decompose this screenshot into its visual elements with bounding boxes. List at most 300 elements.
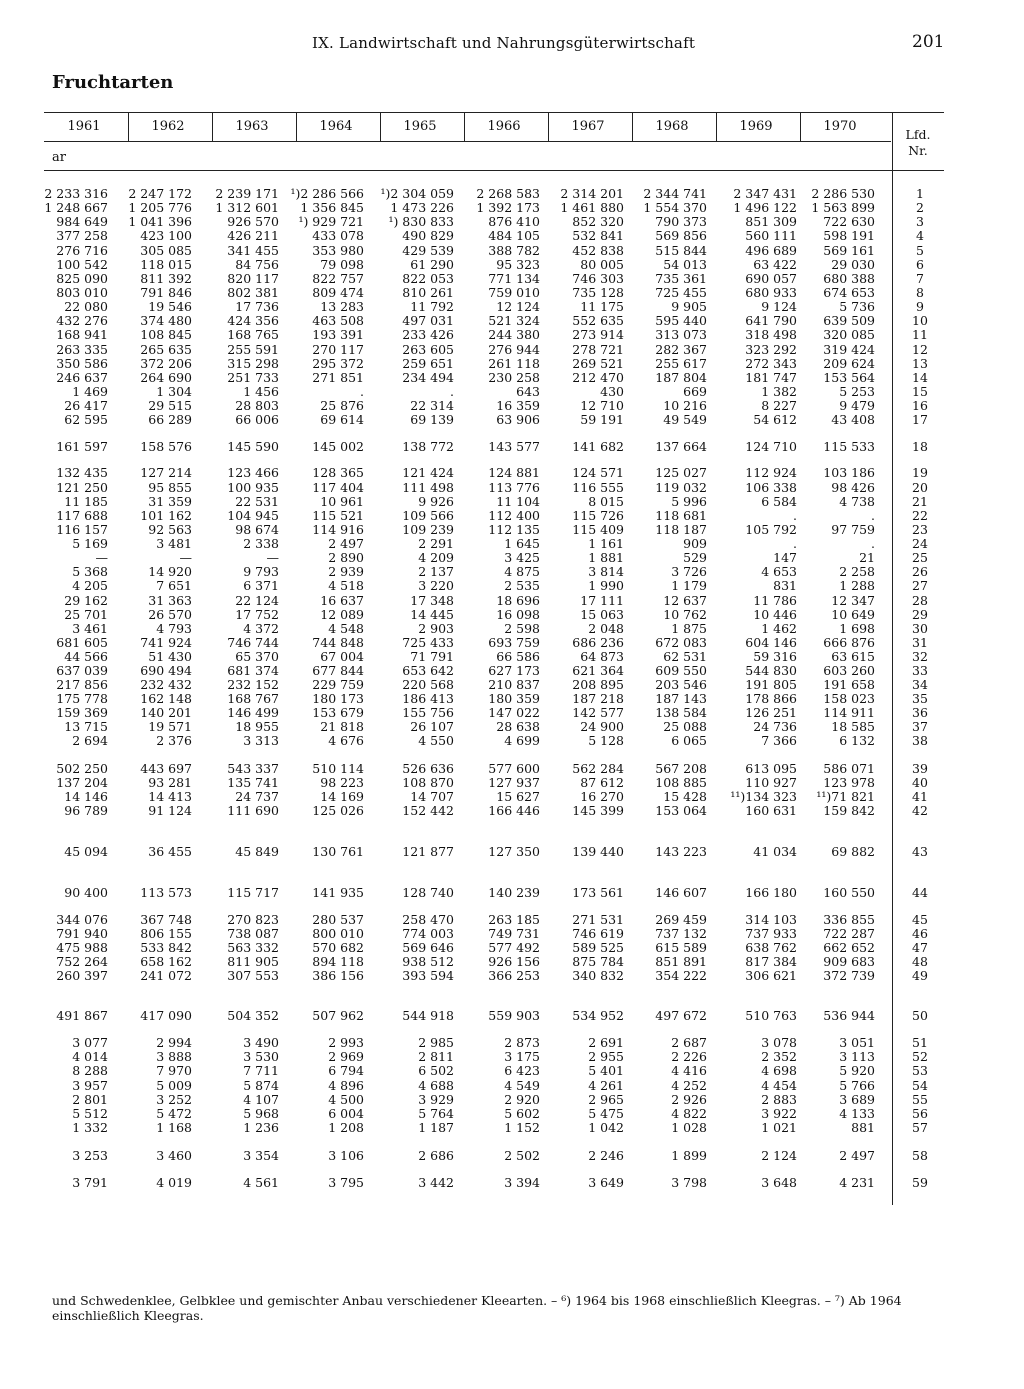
table-cell: 114 911 — [823, 705, 875, 720]
table-cell: 11 185 — [64, 494, 108, 509]
table-cell: 14 146 — [64, 789, 108, 804]
table-row — [0, 371, 1024, 385]
row-number: 16 — [912, 398, 928, 413]
table-cell: 737 933 — [745, 926, 797, 941]
table-cell: 95 323 — [496, 257, 540, 272]
table-cell: 19 546 — [148, 299, 192, 314]
table-cell: 255 591 — [227, 342, 279, 357]
table-cell: 4 261 — [588, 1078, 624, 1093]
row-number: 35 — [912, 691, 928, 706]
table-cell: 3 313 — [243, 733, 279, 748]
table-cell: 244 380 — [488, 327, 540, 342]
table-cell: 168 767 — [227, 691, 279, 706]
table-cell: 510 763 — [745, 1008, 797, 1023]
table-cell: 161 597 — [56, 439, 108, 454]
table-cell: 90 400 — [64, 885, 108, 900]
table-cell: 1 469 — [72, 384, 108, 399]
table-cell: 17 348 — [410, 593, 454, 608]
table-cell: 178 866 — [745, 691, 797, 706]
table-cell: 2 939 — [328, 564, 364, 579]
year-header-cell: 1967 — [571, 119, 605, 134]
table-cell: 124 571 — [572, 465, 624, 480]
table-cell: 180 359 — [488, 691, 540, 706]
table-cell: 3 460 — [156, 1148, 192, 1163]
row-number: 59 — [912, 1175, 928, 1190]
row-number: 48 — [912, 954, 928, 969]
table-cell: 3 791 — [72, 1175, 108, 1190]
row-number: 3 — [916, 214, 924, 229]
table-cell: 109 566 — [402, 508, 454, 523]
table-cell: 790 373 — [655, 214, 707, 229]
table-cell: 5 736 — [839, 299, 875, 314]
table-cell: 674 653 — [823, 285, 875, 300]
row-number: 18 — [912, 439, 928, 454]
table-cell: 1 205 776 — [128, 200, 192, 215]
table-cell: 84 756 — [235, 257, 279, 272]
table-cell: 822 757 — [312, 271, 364, 286]
table-cell: 497 031 — [402, 313, 454, 328]
table-row — [0, 1176, 1024, 1190]
table-cell: 44 566 — [64, 649, 108, 664]
table-cell: 25 876 — [320, 398, 364, 413]
table-cell: 811 905 — [227, 954, 279, 969]
table-cell: 738 087 — [227, 926, 279, 941]
table-cell: 909 — [683, 536, 707, 551]
table-cell: 386 156 — [312, 968, 364, 983]
table-cell: 791 846 — [140, 285, 192, 300]
table-cell: 118 015 — [140, 257, 192, 272]
table-cell: 6 584 — [761, 494, 797, 509]
table-cell: 2 969 — [328, 1049, 364, 1064]
table-cell: 270 117 — [312, 342, 364, 357]
table-cell: 417 090 — [140, 1008, 192, 1023]
table-cell: 497 672 — [655, 1008, 707, 1023]
footnote: und Schwedenklee, Gelbklee und gemischter Anbau verschiedener Kleearten. – ⁶) 1964 bis 1968 einschließlich Kleegras. – ⁷) Ab 1964 einschließlich Kleegras. — [52, 1293, 902, 1323]
table-row — [0, 509, 1024, 523]
table-cell: 374 480 — [140, 313, 192, 328]
table-cell: 5 009 — [156, 1078, 192, 1093]
table-cell: 1 456 — [243, 384, 279, 399]
table-row — [0, 1121, 1024, 1135]
table-cell: 166 446 — [488, 803, 540, 818]
row-number: 53 — [912, 1063, 928, 1078]
table-cell: 295 372 — [312, 356, 364, 371]
table-cell: 1 304 — [156, 384, 192, 399]
table-cell: 106 338 — [745, 480, 797, 495]
table-cell: 282 367 — [655, 342, 707, 357]
table-cell: 112 135 — [488, 522, 540, 537]
table-row — [0, 565, 1024, 579]
table-cell: 168 941 — [56, 327, 108, 342]
table-cell: 45 849 — [235, 844, 279, 859]
year-header-cell: 1968 — [655, 119, 689, 134]
table-cell: 25 088 — [663, 719, 707, 734]
table-cell: 263 335 — [56, 342, 108, 357]
table-cell: 2 048 — [588, 621, 624, 636]
table-cell: 259 651 — [402, 356, 454, 371]
table-cell: 69 139 — [410, 412, 454, 427]
year-header-cell: 1969 — [739, 119, 773, 134]
table-cell: 1 392 173 — [476, 200, 540, 215]
table-cell: 66 586 — [496, 649, 540, 664]
table-cell: . — [450, 384, 454, 399]
table-cell: 4 133 — [839, 1106, 875, 1121]
table-cell: 31 359 — [148, 494, 192, 509]
table-cell: 569 856 — [655, 228, 707, 243]
table-cell: 569 161 — [823, 243, 875, 258]
table-cell: 3 252 — [156, 1092, 192, 1107]
table-cell: 3 957 — [72, 1078, 108, 1093]
table-cell: 187 143 — [655, 691, 707, 706]
table-cell: 3 649 — [588, 1175, 624, 1190]
table-cell: 627 173 — [488, 663, 540, 678]
table-cell: 1 382 — [761, 384, 797, 399]
table-cell: ¹) 929 721 — [298, 214, 364, 229]
table-cell: 180 173 — [312, 691, 364, 706]
year-divider — [632, 113, 633, 141]
table-cell: 534 952 — [572, 1008, 624, 1023]
table-cell: ¹¹)71 821 — [816, 789, 875, 804]
row-number: 4 — [916, 228, 924, 243]
table-row — [0, 229, 1024, 243]
table-cell: 111 690 — [227, 803, 279, 818]
table-cell: 3 425 — [504, 550, 540, 565]
table-cell: 16 098 — [496, 607, 540, 622]
table-cell: 69 882 — [831, 844, 875, 859]
table-cell: 3 795 — [328, 1175, 364, 1190]
table-cell: 62 531 — [663, 649, 707, 664]
table-cell: 4 688 — [418, 1078, 454, 1093]
table-cell: 4 205 — [72, 578, 108, 593]
table-cell: 423 100 — [140, 228, 192, 243]
table-cell: 3 175 — [504, 1049, 540, 1064]
table-cell: 155 756 — [402, 705, 454, 720]
table-cell: 825 090 — [56, 271, 108, 286]
table-cell: 5 368 — [72, 564, 108, 579]
row-number: 44 — [912, 885, 928, 900]
year-header-cell: 1965 — [403, 119, 437, 134]
table-cell: 22 314 — [410, 398, 454, 413]
table-row — [0, 201, 1024, 215]
table-cell: 4 500 — [328, 1092, 364, 1107]
table-cell: 2 376 — [156, 733, 192, 748]
table-cell: 354 222 — [655, 968, 707, 983]
table-cell: 741 924 — [140, 635, 192, 650]
table-cell: 115 717 — [227, 885, 279, 900]
table-row — [0, 969, 1024, 983]
table-cell: 7 711 — [243, 1063, 279, 1078]
table-cell: 115 409 — [572, 522, 624, 537]
table-cell: 143 577 — [488, 439, 540, 454]
lfd-header — [898, 127, 938, 159]
table-cell: 19 571 — [148, 719, 192, 734]
row-number: 9 — [916, 299, 924, 314]
row-number: 21 — [912, 494, 928, 509]
table-cell: 749 731 — [488, 926, 540, 941]
table-cell: 1 042 — [588, 1120, 624, 1135]
table-cell: 9 793 — [243, 564, 279, 579]
table-cell: 680 933 — [745, 285, 797, 300]
table-cell: 771 134 — [488, 271, 540, 286]
table-cell: 100 935 — [227, 480, 279, 495]
row-number: 39 — [912, 761, 928, 776]
table-row — [0, 258, 1024, 272]
table-cell: 510 114 — [312, 761, 364, 776]
row-number: 40 — [912, 775, 928, 790]
table-cell: 496 689 — [745, 243, 797, 258]
table-cell: 315 298 — [227, 356, 279, 371]
table-cell: 367 748 — [140, 912, 192, 927]
table-cell: 118 681 — [655, 508, 707, 523]
table-cell: 507 962 — [312, 1008, 364, 1023]
table-cell: 110 927 — [745, 775, 797, 790]
table-cell: 22 080 — [64, 299, 108, 314]
table-cell: 22 531 — [235, 494, 279, 509]
table-cell: . — [871, 536, 875, 551]
table-cell: 3 530 — [243, 1049, 279, 1064]
table-cell: 4 822 — [671, 1106, 707, 1121]
table-cell: 621 364 — [572, 663, 624, 678]
table-cell: 160 550 — [823, 885, 875, 900]
table-row — [0, 762, 1024, 776]
table-cell: 140 201 — [140, 705, 192, 720]
table-cell: 25 701 — [64, 607, 108, 622]
table-cell: 851 309 — [745, 214, 797, 229]
table-cell: 1 041 396 — [128, 214, 192, 229]
table-cell: 502 250 — [56, 761, 108, 776]
table-cell: 1 473 226 — [390, 200, 454, 215]
table-cell: 1 179 — [671, 578, 707, 593]
table-cell: 323 292 — [745, 342, 797, 357]
table-cell: 108 885 — [655, 775, 707, 790]
table-cell: 909 683 — [823, 954, 875, 969]
table-cell: 2 811 — [418, 1049, 454, 1064]
table-row — [0, 343, 1024, 357]
row-number: 17 — [912, 412, 928, 427]
row-number: 36 — [912, 705, 928, 720]
table-cell: 2 497 — [839, 1148, 875, 1163]
table-cell: 5 996 — [671, 494, 707, 509]
table-row — [0, 720, 1024, 734]
table-cell: 140 239 — [488, 885, 540, 900]
row-number: 20 — [912, 480, 928, 495]
table-cell: 212 470 — [572, 370, 624, 385]
table-cell: 3 394 — [504, 1175, 540, 1190]
table-cell: 173 561 — [572, 885, 624, 900]
table-cell: 18 696 — [496, 593, 540, 608]
table-cell: 690 494 — [140, 663, 192, 678]
table-row — [0, 244, 1024, 258]
table-cell: 8 227 — [761, 398, 797, 413]
table-cell: 63 906 — [496, 412, 540, 427]
table-cell: 14 413 — [148, 789, 192, 804]
table-cell: 43 408 — [831, 412, 875, 427]
row-number: 6 — [916, 257, 924, 272]
year-divider — [716, 113, 717, 141]
table-cell: 521 324 — [488, 313, 540, 328]
table-cell: 125 026 — [312, 803, 364, 818]
table-cell: 491 867 — [56, 1008, 108, 1023]
table-cell: 452 838 — [572, 243, 624, 258]
table-cell: 98 223 — [320, 775, 364, 790]
table-cell: 725 455 — [655, 285, 707, 300]
table-cell: 305 085 — [140, 243, 192, 258]
table-cell: 4 416 — [671, 1063, 707, 1078]
table-cell: 71 791 — [410, 649, 454, 664]
table-cell: 100 542 — [56, 257, 108, 272]
table-cell: 111 498 — [402, 480, 454, 495]
table-cell: 265 635 — [140, 342, 192, 357]
row-number: 49 — [912, 968, 928, 983]
table-cell: 45 094 — [64, 844, 108, 859]
row-number: 31 — [912, 635, 928, 650]
table-cell: 97 759 — [831, 522, 875, 537]
table-cell: 3 442 — [418, 1175, 454, 1190]
table-cell: 1 312 601 — [215, 200, 279, 215]
table-cell: 113 573 — [140, 885, 192, 900]
table-cell: 1 881 — [588, 550, 624, 565]
table-cell: 1 563 899 — [811, 200, 875, 215]
table-cell: 609 550 — [655, 663, 707, 678]
table-cell: 429 539 — [402, 243, 454, 258]
table-cell: 271 851 — [312, 370, 364, 385]
table-cell: . — [871, 508, 875, 523]
table-row — [0, 466, 1024, 480]
table-cell: 5 253 — [839, 384, 875, 399]
row-number: 10 — [912, 313, 928, 328]
table-cell: 570 682 — [312, 940, 364, 955]
table-cell: 681 374 — [227, 663, 279, 678]
table-cell: 1 356 845 — [300, 200, 364, 215]
table-cell: 130 761 — [312, 844, 364, 859]
table-cell: 2 286 530 — [811, 186, 875, 201]
table-cell: 3 888 — [156, 1049, 192, 1064]
table-cell: 1 168 — [156, 1120, 192, 1135]
table-cell: 26 417 — [64, 398, 108, 413]
table-cell: 145 399 — [572, 803, 624, 818]
table-cell: 21 818 — [320, 719, 364, 734]
table-row — [0, 776, 1024, 790]
table-cell: 108 870 — [402, 775, 454, 790]
table-cell: 63 615 — [831, 649, 875, 664]
table-cell: 803 010 — [56, 285, 108, 300]
table-row — [0, 495, 1024, 509]
table-cell: 159 369 — [56, 705, 108, 720]
table-cell: 138 772 — [402, 439, 454, 454]
table-cell: 26 570 — [148, 607, 192, 622]
row-number: 15 — [912, 384, 928, 399]
table-cell: 3 461 — [72, 621, 108, 636]
table-row — [0, 1050, 1024, 1064]
table-cell: 737 132 — [655, 926, 707, 941]
table-cell: 2 598 — [504, 621, 540, 636]
table-cell: 2 535 — [504, 578, 540, 593]
table-cell: 193 391 — [312, 327, 364, 342]
table-cell: 463 508 — [312, 313, 364, 328]
table-cell: 117 688 — [56, 508, 108, 523]
table-cell: 4 019 — [156, 1175, 192, 1190]
table-cell: 181 747 — [745, 370, 797, 385]
row-number: 29 — [912, 607, 928, 622]
table-cell: 145 002 — [312, 439, 364, 454]
table-cell: 6 004 — [328, 1106, 364, 1121]
table-row — [0, 1149, 1024, 1163]
table-cell: 543 337 — [227, 761, 279, 776]
table-cell: 894 118 — [312, 954, 364, 969]
table-cell: 62 595 — [64, 412, 108, 427]
table-cell: 263 605 — [402, 342, 454, 357]
table-row — [0, 622, 1024, 636]
table-cell: 280 537 — [312, 912, 364, 927]
table-cell: 388 782 — [488, 243, 540, 258]
row-number: 45 — [912, 912, 928, 927]
table-cell: 153 064 — [655, 803, 707, 818]
table-cell: 613 095 — [745, 761, 797, 776]
table-cell: 820 117 — [227, 271, 279, 286]
table-cell: 595 440 — [655, 313, 707, 328]
table-cell: 2 314 201 — [560, 186, 624, 201]
table-cell: 372 206 — [140, 356, 192, 371]
table-cell: 153 564 — [823, 370, 875, 385]
table-cell: 137 204 — [56, 775, 108, 790]
row-number: 13 — [912, 356, 928, 371]
table-cell: 938 512 — [402, 954, 454, 969]
table-cell: 1 899 — [671, 1148, 707, 1163]
table-cell: 11 175 — [580, 299, 624, 314]
table-cell: 29 030 — [831, 257, 875, 272]
table-cell: 246 637 — [56, 370, 108, 385]
table-cell: 372 739 — [823, 968, 875, 983]
table-cell: 49 549 — [663, 412, 707, 427]
table-cell: 4 252 — [671, 1078, 707, 1093]
table-cell: 666 876 — [823, 635, 875, 650]
table-cell: 475 988 — [56, 940, 108, 955]
table-cell: 168 765 — [227, 327, 279, 342]
table-cell: 105 792 — [745, 522, 797, 537]
table-cell: 1 554 370 — [643, 200, 707, 215]
table-cell: 515 844 — [655, 243, 707, 258]
table-title: Fruchtarten — [52, 72, 174, 93]
table-cell: 526 636 — [402, 761, 454, 776]
table-cell: 735 361 — [655, 271, 707, 286]
table-cell: 2 873 — [504, 1035, 540, 1050]
table-cell: 2 694 — [72, 733, 108, 748]
table-cell: 800 010 — [312, 926, 364, 941]
table-cell: 69 614 — [320, 412, 364, 427]
row-number: 8 — [916, 285, 924, 300]
table-cell: 127 937 — [488, 775, 540, 790]
table-cell: 6 502 — [418, 1063, 454, 1078]
table-cell: 104 945 — [227, 508, 279, 523]
table-cell: 24 736 — [753, 719, 797, 734]
table-cell: 15 063 — [580, 607, 624, 622]
table-cell: 817 384 — [745, 954, 797, 969]
table-cell: 123 978 — [823, 775, 875, 790]
table-cell: 101 162 — [140, 508, 192, 523]
table-cell: 319 424 — [823, 342, 875, 357]
table-cell: 560 111 — [745, 228, 797, 243]
table-cell: 1 161 — [588, 536, 624, 551]
table-cell: 87 612 — [580, 775, 624, 790]
row-number: 12 — [912, 342, 928, 357]
table-cell: 2 985 — [418, 1035, 454, 1050]
table-row — [0, 413, 1024, 427]
table-cell: 5 874 — [243, 1078, 279, 1093]
table-cell: 3 648 — [761, 1175, 797, 1190]
table-row — [0, 927, 1024, 941]
table-cell: 725 433 — [402, 635, 454, 650]
table-cell: 17 111 — [580, 593, 624, 608]
